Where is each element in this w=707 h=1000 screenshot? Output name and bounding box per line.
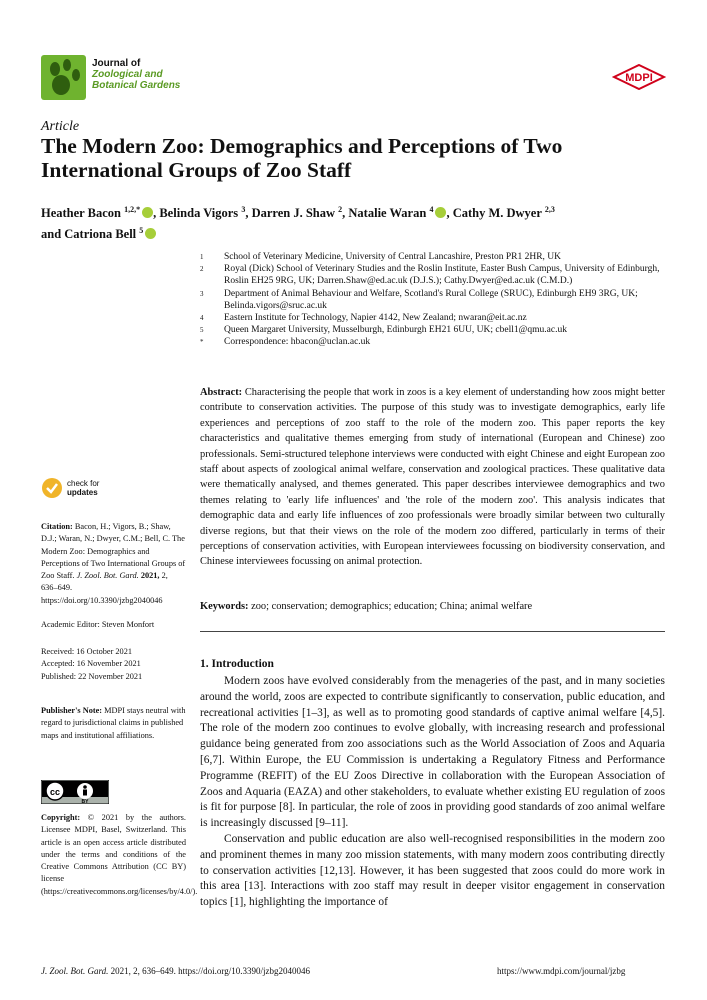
citation-text: Bacon, H.; Vigors, B.; Shaw, D.J.; Waran, N.; Dwyer, C.M.; Bell, C. The Modern Zoo: Demographics and Perceptions of Two International Groups of Zoo Staff. <box>41 522 186 581</box>
affiliation-number: 3 <box>200 289 204 298</box>
accepted-date: Accepted: 16 November 2021 <box>41 659 141 669</box>
keywords-label: Keywords: <box>200 601 249 612</box>
svg-text:BY: BY <box>81 799 89 804</box>
author-name: Heather Bacon $^{1,2,*}$ <box>41 206 153 220</box>
received-date: Received: 16 October 2021 <box>41 647 133 656</box>
affiliation-text: Queen Margaret University, Musselburgh, Edinburgh EH21 6UU, UK; cbell1@qmu.ac.uk <box>224 325 567 336</box>
affiliation-number: 1 <box>200 253 204 261</box>
orcid-icon[interactable] <box>145 228 156 239</box>
page-title: The Modern Zoo: Demographics and Perceptions of Two International Groups of Zoo Staff <box>41 134 563 182</box>
affiliation-item <box>200 324 670 336</box>
affiliation-item <box>200 336 670 348</box>
check-for-updates-button[interactable] <box>41 476 151 500</box>
affiliation-text: School of Veterinary Medicine, University of Central Lancashire, Preston PR1 2HR, UK <box>224 252 562 262</box>
citation-label: Citation: <box>41 522 73 531</box>
article-type: Article <box>41 119 80 134</box>
affiliation-text: Eastern Institute for Technology, Napier 4142, New Zealand; nwaran@eit.ac.nz <box>224 313 527 324</box>
copyright-label: Copyright: <box>41 813 81 822</box>
mdpi-logo[interactable] <box>612 64 666 90</box>
footer-citation-text: 2021, 2, 636–649. https://doi.org/10.3390/jzbg2040046 <box>110 966 311 976</box>
keywords-text: zoo; conservation; demographics; education; China; animal welfare <box>251 601 533 612</box>
copyright-text: © 2021 by the authors. Licensee MDPI, Basel, Switzerland. This article is an open access article distributed under the terms and conditions of the Creative Commons Attribution (CC BY) license (https://creativecommons.org/licenses/by/4.0/). <box>41 813 198 896</box>
abstract <box>200 385 665 570</box>
affiliation-text: Royal (Dick) School of Veterinary Studies and the Roslin Institute, Easter Bush Campus, University of Edinburgh, Roslin EH25 9RG, UK; Darren.Shaw@ed.ac.uk (D.J.S.); Cathy.Dwyer@ed.ac.uk (C.M.D.) <box>224 264 660 287</box>
author-affiliation-marker: 1,2,* <box>124 205 141 214</box>
svg-text:cc: cc <box>49 787 61 797</box>
check-updates-icon <box>41 477 63 499</box>
author-name: Belinda Vigors $^3$ <box>159 205 246 221</box>
author-affiliation-marker: 4 <box>429 205 434 214</box>
abstract-text: Characterising the people that work in zoos is a key element of understanding how zoos might better contribute to conservation activities. The purpose of this study was to investigate demographics, early life experiences and perceptions of zoo staff to the role of the modern zoo. This paper reports the key characteristics and qualitative themes emerging from study of international (European and Chinese) zoo professionals. Semi-structured telephone interviews were conducted with eight Chinese and eight European zoo staff about aspects of zoological animal welfare, conservation and zoological practices. These qualitative data were thematically analysed, and themes generated. This paper describes interviewee demographics and two themes relating to 'early life influences' and 'the role of the modern zoo'. This analysis indicates that demographic data and early life influences of zoo professionals were broadly similar between two culturally diverse regions, but that their views on the role of the modern zoo differed, particularly in terms of their perceptions of conservation activities, with European interviewees focussing on biodiversity conservation, and Chinese interviewees focussing on animal protection. <box>200 387 665 568</box>
author-name: Catriona Bell $^5$ <box>64 227 156 241</box>
publisher-note-text: MDPI stays neutral with regard to jurisdictional claims in published maps and institutional affiliations. <box>41 706 186 740</box>
affiliation-number: 5 <box>200 326 204 335</box>
affiliation-number: 2 <box>200 265 204 274</box>
footer-journal: J. Zool. Bot. Gard. <box>41 966 109 976</box>
journal-name[interactable]: Journal of Zoological and Botanical Gardens <box>92 58 181 91</box>
author-name: Darren J. Shaw $^2$ <box>251 205 343 221</box>
academic-editor: Academic Editor: Steven Monfort <box>41 620 155 629</box>
dates-block <box>41 646 186 683</box>
author-affiliation-marker: 3 <box>241 205 246 214</box>
citation-journal: J. Zool. Bot. Gard. <box>76 571 139 581</box>
published-date: Published: 22 November 2021 <box>41 671 143 681</box>
cc-by-license-badge[interactable] <box>41 780 109 804</box>
copyright-block <box>41 812 198 898</box>
orcid-icon[interactable] <box>142 207 153 218</box>
publisher-name: MDPI <box>625 72 653 84</box>
affiliation-item <box>200 263 670 287</box>
affiliation-item <box>200 251 670 263</box>
affiliation-item <box>200 312 670 324</box>
affiliation-item <box>200 288 670 312</box>
check-updates-line1: check for <box>67 479 100 488</box>
journal-logo <box>41 55 86 100</box>
footer-citation <box>41 966 310 976</box>
publisher-note <box>41 705 186 742</box>
citation-rest: 2, 636–649. https://doi.org/10.3390/jzbg2040046 <box>41 571 168 605</box>
affiliation-number: 4 <box>200 314 204 323</box>
affiliation-text: Department of Animal Behaviour and Welfare, Scotland's Rural College (SRUC), Edinburgh EH9 3RG, UK; Belinda.vigors@sruc.ac.uk <box>224 288 638 311</box>
author-list: Heather Bacon $^{1,2,*}$ , Belinda Vigors $^3$, Darren J. Shaw $^2$, Natalie Waran $^4$ , Cathy M. Dwyer $^{2,3}$ and Catriona Bell $^5$ <box>41 205 555 242</box>
paragraph: Conservation and public education are also well-recognised responsibilities in the modern zoo and prominent themes in many zoo mission statements, with many modern zoos contributing directly to conservation activities [12,13]. However, it has been suggested that zoos could do more work in this area [13]. Interactions with zoo staff may result in deeper visitor engagement in conservation topics [1], highlighting the importance of <box>200 832 665 909</box>
affiliation-text: Correspondence: hbacon@uclan.ac.uk <box>224 337 371 348</box>
paragraph: Modern zoos have evolved considerably from the menageries of the past, and in many societies around the world, zoos are expected to contribute significantly to conservation, public education, and recreational activities [1–3], as well as to promoting good standards of captive animal welfare [4,5]. The role of the modern zoo continues to evolve globally, with increasing research and professional guidance being generated from zoo associations such as the World Association of Zoos and Aquaria [6,7]. Within Europe, the EU Commission is undertaking a Regulatory Fitness and Performance Programme (REFIT) of the EU Zoos Directive in collaboration with the European Association of Zoos and Aquaria (EAZA) and other stakeholders, to evaluate whether existing EU regulation of zoos is fit for purpose [8]. In particular, the role of zoos in providing good standards of zoo animal welfare is increasingly discussed [9–11]. <box>200 675 665 830</box>
citation-volume: 2021, <box>140 571 160 581</box>
author-name: Natalie Waran $^4$ <box>348 206 446 220</box>
publisher-note-label: Publisher's Note: <box>41 706 103 715</box>
orcid-icon[interactable] <box>435 207 446 218</box>
author-affiliation-marker: 2,3 <box>544 205 555 214</box>
affiliation-number: * <box>200 338 204 347</box>
keywords <box>200 600 665 614</box>
author-affiliation-marker: 5 <box>139 226 144 236</box>
citation-block <box>41 521 186 607</box>
divider <box>200 631 665 632</box>
author-affiliation-marker: 2 <box>338 205 343 214</box>
footer-journal-url[interactable]: https://www.mdpi.com/journal/jzbg <box>497 966 626 976</box>
body-text <box>200 674 665 911</box>
affiliations <box>200 251 670 349</box>
check-updates-line2: updates <box>67 488 98 497</box>
abstract-label: Abstract: <box>200 387 243 398</box>
section-heading: 1. Introduction <box>200 658 274 670</box>
author-name: Cathy M. Dwyer $^{2,3}$ <box>452 205 555 221</box>
